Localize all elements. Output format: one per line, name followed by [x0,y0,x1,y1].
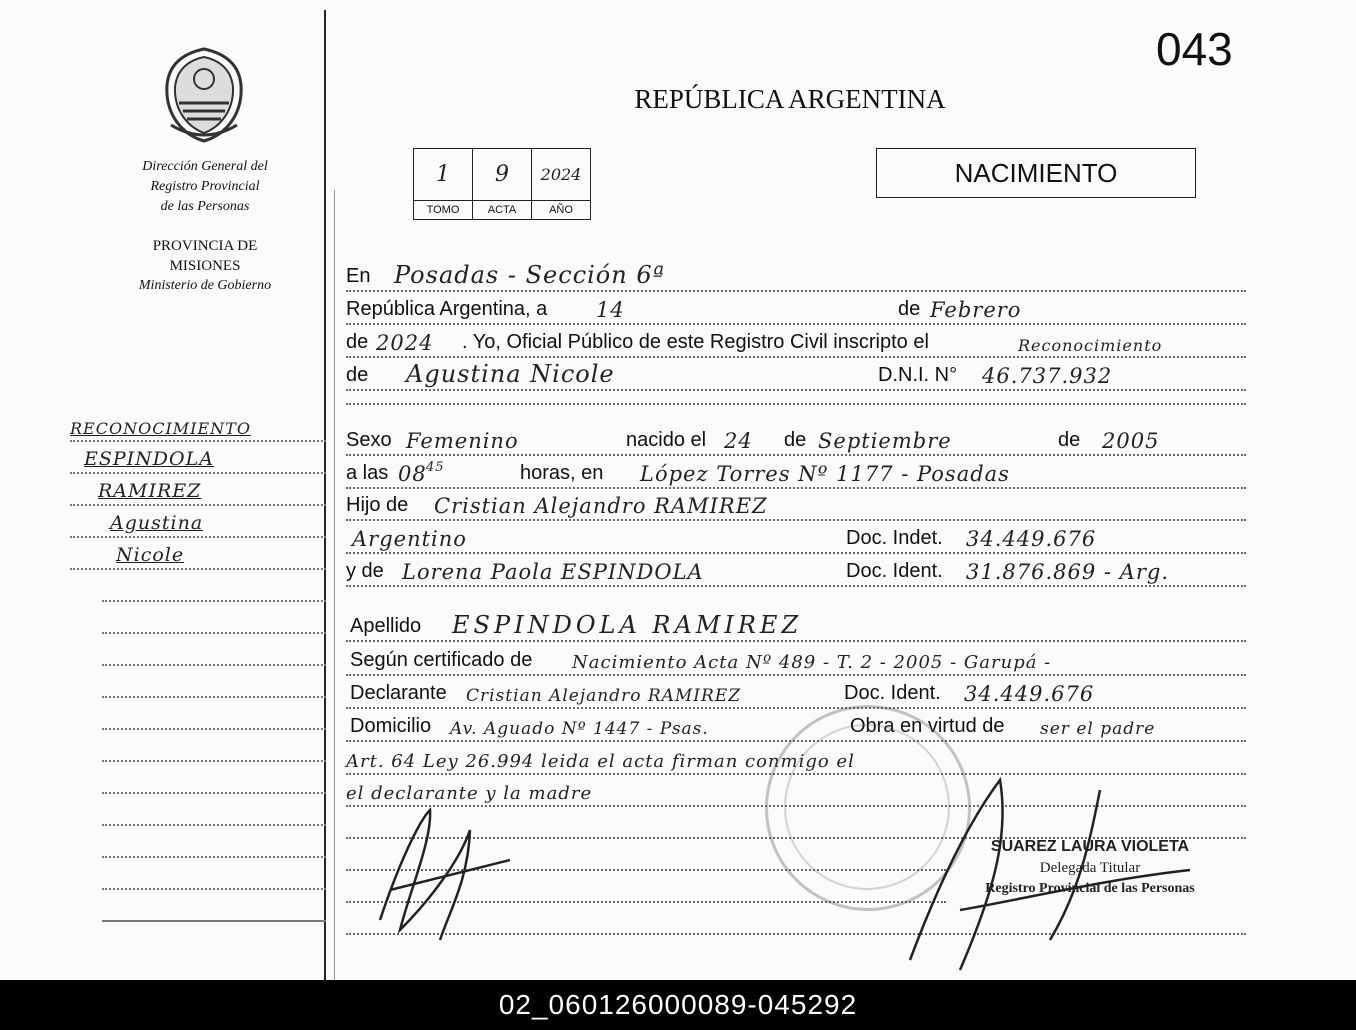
tomo-label: TOMO [414,200,472,219]
declarant-doc-value: 34.449.676 [964,682,1095,706]
office-line-2: Registro Provincial [150,179,260,194]
obra-value: ser el padre [1040,719,1156,739]
margin-note [70,410,326,922]
hour-value: 08 [398,462,427,486]
father-nationality-value: Argentino [352,527,467,551]
row-blank [346,383,1246,405]
officer-name: SUAREZ LAURA VIOLETA [990,838,1190,855]
registry-box [413,148,591,220]
margin-note-line: ESPINDOLA [84,448,214,470]
anio-value: 2024 [540,165,582,184]
office-line-3: de las Personas [160,199,250,214]
mother-doc-value: 31.876.869 - Arg. [966,560,1170,584]
surname-value: ESPINDOLA RAMIREZ [452,611,803,639]
row-surname [346,610,1246,642]
officer-org: Registro Provincial de las Personas [985,881,1195,896]
label-apellido: Apellido [350,615,422,637]
row-place [346,260,1246,292]
label-de2: de [346,331,369,353]
acta-label: ACTA [473,200,531,219]
label-de4: de [784,429,807,451]
row-declarant [346,677,1246,709]
tomo-value: 1 [436,162,450,187]
document-id-footer: 02_060126000089-045292 [0,980,1356,1030]
margin-note-line: RECONOCIMIENTO [70,419,251,438]
provincial-crest-icon [163,45,245,145]
label-doc-indet: Doc. Indet. [846,527,943,549]
label-de5: de [1058,429,1081,451]
father-value: Cristian Alejandro RAMIREZ [434,494,768,518]
place-value: Posadas - Sección 6ª [394,261,666,289]
birth-place-value: López Torres Nº 1177 - Posadas [640,462,1010,486]
birth-year-value: 2005 [1102,429,1160,453]
sex-value: Femenino [406,429,519,453]
column-divider-inner [334,190,335,980]
day-value: 14 [596,298,625,322]
officer-signature-block [960,838,1220,897]
label-a-las: a las [346,462,389,484]
label-republica: República Argentina, a [346,298,548,320]
anio-label: AÑO [532,200,590,219]
label-segun: Según certificado de [350,649,533,671]
row-hour [346,457,1246,489]
row-year [346,326,1246,358]
row-cert [346,644,1246,676]
year-value: 2024 [376,331,434,355]
birth-day-value: 24 [724,429,753,453]
label-en: En [346,265,371,287]
row-date [346,293,1246,325]
declarant-value: Cristian Alejandro RAMIREZ [466,686,742,706]
label-de: de [898,298,921,320]
acta-value: 9 [495,162,509,187]
page-number: 043 [1156,23,1233,75]
label-yo: . Yo, Oficial Público de este Registro Civil inscripto el [462,331,929,353]
address-value: Av. Aguado Nº 1447 - Psas. [450,719,709,739]
label-sexo: Sexo [346,429,392,451]
observations-line-2: el declarante y la madre [346,783,593,804]
month-value: Febrero [930,298,1022,322]
republic-title: REPÚBLICA ARGENTINA [634,84,946,114]
row-mother [346,555,1246,587]
margin-note-line: Nicole [116,544,185,566]
province-line-1: PROVINCIA DE [152,238,258,254]
margin-note-line: Agustina [110,512,204,534]
office-name [110,157,300,217]
act-type-value: Reconocimiento [1018,336,1163,355]
province-name [110,236,300,296]
observations-line-1: Art. 64 Ley 26.994 leida el acta firman conmigo el [346,751,855,772]
office-line-1: Dirección General del [142,159,268,174]
label-de3: de [346,364,369,386]
label-nacido: nacido el [626,429,707,451]
birth-month-value: Septiembre [818,429,952,453]
label-obra: Obra en virtud de [850,715,1005,737]
dni-value: 46.737.932 [982,364,1113,388]
row-father-doc [346,522,1246,554]
label-hijo: Hijo de [346,494,409,516]
record-type-box: NACIMIENTO [876,148,1196,198]
label-y-de: y de [346,560,384,582]
mother-value: Lorena Paola ESPINDOLA [402,560,704,584]
ministry-line: Ministerio de Gobierno [138,278,272,293]
label-declarante: Declarante [350,682,447,704]
row-father [346,489,1246,521]
label-domicilio: Domicilio [350,715,432,737]
father-doc-value: 34.449.676 [966,527,1097,551]
name-value: Agustina Nicole [406,360,615,388]
row-sex [346,424,1246,456]
province-line-2: MISIONES [169,258,241,274]
label-doc-ident-2: Doc. Ident. [844,682,941,704]
officer-role: Delegada Titular [1039,860,1141,876]
label-horas: horas, en [520,462,604,484]
cert-value: Nacimiento Acta Nº 489 - T. 2 - 2005 - Garupá - [572,652,1052,673]
label-dni: D.N.I. N° [878,364,958,386]
minutes-value: 45 [426,460,445,475]
declarant-signature-icon [360,800,520,950]
margin-note-line: RAMIREZ [98,480,202,502]
label-doc-ident: Doc. Ident. [846,560,943,582]
